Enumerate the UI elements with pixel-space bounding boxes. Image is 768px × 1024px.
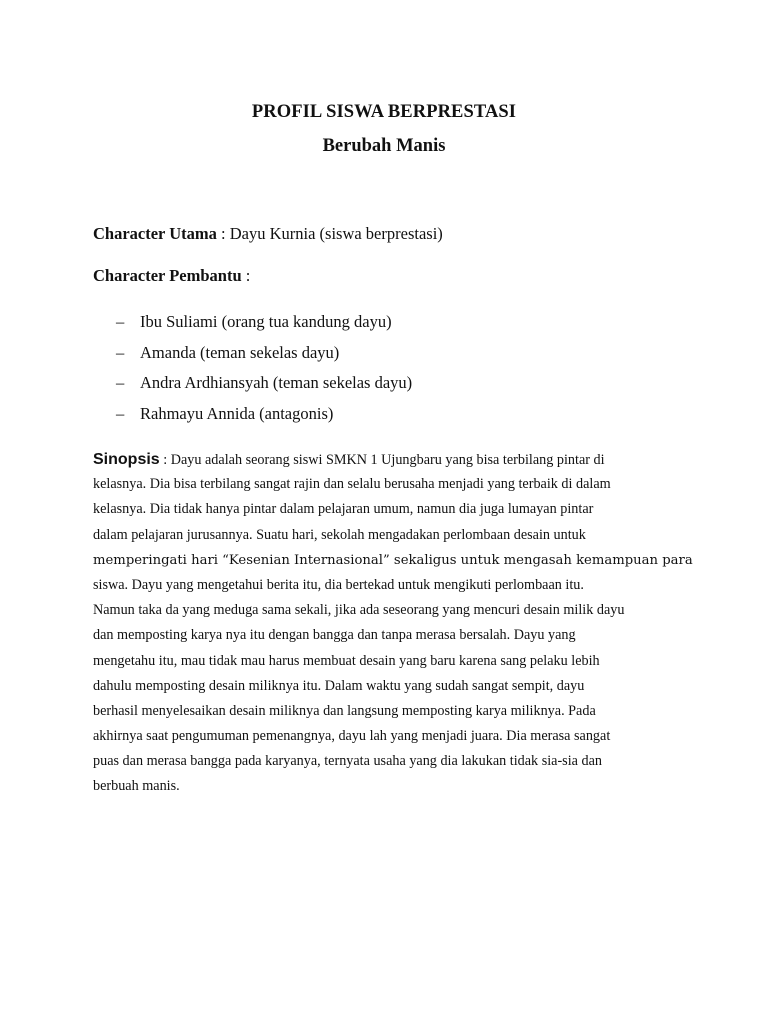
synopsis-line: berhasil menyelesaikan desain miliknya dan langsung memposting karya miliknya. Pada (93, 702, 596, 719)
main-character-value: Dayu Kurnia (siswa berprestasi) (229, 224, 443, 243)
main-character-line (93, 224, 443, 244)
document-title: PROFIL SISWA BERPRESTASI (251, 102, 517, 122)
synopsis-paragraph (93, 447, 693, 800)
synopsis-line: kelasnya. Dia bisa terbilang sangat rajin dan selalu berusaha menjadi yang terbaik di dalam (93, 476, 611, 493)
synopsis-line: siswa. Dayu yang mengetahui berita itu, dia bertekad untuk mengikuti perlombaan itu. (93, 576, 584, 593)
synopsis-line: dan memposting karya nya itu dengan bangga dan tanpa merasa bersalah. Dayu yang (93, 627, 576, 644)
dash-bullet: – (116, 342, 125, 362)
document-subtitle: Berubah Manis (322, 136, 446, 156)
dash-bullet: – (116, 312, 125, 331)
list-item (116, 404, 412, 435)
synopsis-line: akhirnya saat pengumuman pemenangnya, dayu lah yang menjadi juara. Dia merasa sangat (93, 728, 611, 745)
synopsis-label: Sinopsis (93, 451, 160, 468)
list-item-text: Rahmayu Annida (antagonis) (140, 403, 334, 423)
synopsis-line: memperingati hari “Kesenian Internasional” sekaligus untuk mengasah kemampuan para (93, 552, 693, 568)
list-item (116, 343, 412, 374)
supporting-characters-list (116, 312, 412, 434)
list-item (116, 373, 412, 404)
supporting-characters-line (93, 266, 250, 286)
main-character-label: Character Utama (93, 224, 217, 243)
dash-bullet: – (116, 403, 125, 423)
list-item-text: Andra Ardhiansyah (teman sekelas dayu) (140, 373, 413, 392)
synopsis-line: dalam pelajaran jurusannya. Suatu hari, sekolah mengadakan perlombaan desain untuk (93, 526, 586, 543)
dash-bullet: – (116, 373, 125, 392)
list-item (116, 312, 412, 343)
supporting-characters-separator: : (241, 266, 251, 285)
synopsis-line: berbuah manis. (93, 778, 180, 795)
synopsis-line (93, 447, 693, 472)
list-item-text: Amanda (teman sekelas dayu) (140, 342, 340, 362)
synopsis-line: puas dan merasa bangga pada karyanya, ternyata usaha yang dia lakukan tidak sia-sia dan (93, 753, 602, 770)
list-item-text: Ibu Suliami (orang tua kandung dayu) (140, 312, 392, 331)
synopsis-line: mengetahu itu, mau tidak mau harus membuat desain yang baru karena sang pelaku lebih (93, 652, 600, 669)
synopsis-line: Namun taka da yang meduga sama sekali, jika ada seseorang yang mencuri desain milik dayu (93, 602, 625, 619)
main-character-separator: : (216, 224, 230, 243)
synopsis-line: dahulu memposting desain miliknya itu. Dalam waktu yang sudah sangat sempit, dayu (93, 677, 585, 694)
supporting-characters-label: Character Pembantu (93, 266, 242, 285)
synopsis-line: kelasnya. Dia tidak hanya pintar dalam pelajaran umum, namun dia juga lumayan pintar (93, 501, 594, 518)
synopsis-text: Dayu adalah seorang siswi SMKN 1 Ujungbaru yang bisa terbilang pintar di (170, 452, 605, 468)
synopsis-separator: : (159, 452, 171, 468)
